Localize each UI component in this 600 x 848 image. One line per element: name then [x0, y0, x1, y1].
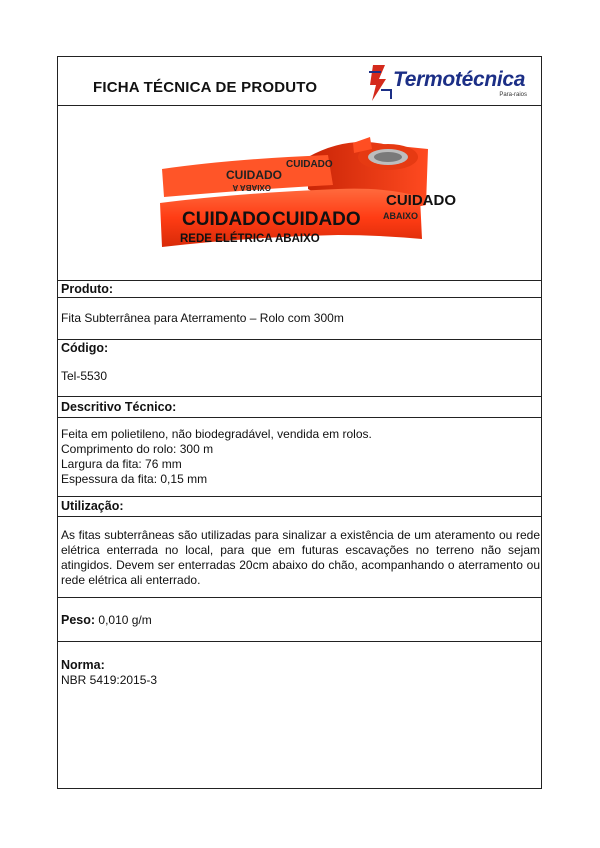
tape-print-cuidado-1: CUIDADO — [182, 209, 271, 230]
tape-print-roll: CUIDADO — [386, 192, 456, 209]
divider — [58, 516, 541, 517]
tape-print-back-2: CUIDADO — [286, 159, 333, 170]
descritivo-label: Descritivo Técnico: — [61, 400, 177, 414]
divider — [58, 496, 541, 497]
produto-label: Produto: — [61, 282, 114, 296]
divider — [58, 396, 541, 397]
lightning-bolt-icon — [367, 63, 393, 103]
product-datasheet — [57, 56, 542, 789]
descritivo-line: Espessura da fita: 0,15 mm — [61, 472, 208, 486]
tape-print-side: ABAIXO — [383, 211, 419, 221]
divider — [58, 297, 541, 298]
peso-label: Peso: — [61, 613, 96, 627]
page-title: FICHA TÉCNICA DE PRODUTO — [93, 79, 318, 96]
tape-print-cuidado-2: CUIDADO — [272, 209, 361, 230]
norma-label: Norma: — [61, 658, 105, 672]
peso-row — [61, 613, 152, 628]
descritivo-line: Largura da fita: 76 mm — [61, 457, 182, 471]
divider — [58, 339, 541, 340]
peso-value: 0,010 g/m — [98, 613, 152, 627]
descritivo-text — [61, 427, 372, 487]
divider — [58, 641, 541, 642]
tape-print-warning: REDE ELÉTRICA ABAIXO — [180, 233, 320, 245]
divider — [58, 417, 541, 418]
codigo-label: Código: — [61, 341, 109, 355]
utilizacao-text: As fitas subterrâneas são utilizadas para sinalizar a existência de um ateramento ou rede elétrica enterrada no local, para que em futuras escavações no terreno não sejam atingidos. Devem ser enterradas 20cm abaixo do chão, acompanhando o aterramento ou rede elétrica ali enterrado. — [61, 528, 540, 587]
divider — [58, 280, 541, 281]
divider — [58, 597, 541, 598]
brand-logo — [367, 63, 537, 103]
header — [58, 57, 541, 106]
descritivo-line: Feita em polietileno, não biodegradável, vendida em rolos. — [61, 427, 372, 441]
codigo-value: Tel-5530 — [61, 369, 108, 383]
tape-print-back: CUIDADO — [226, 168, 282, 182]
brand-tagline: Para-raios — [499, 92, 527, 98]
norma-value: NBR 5419:2015-3 — [61, 673, 158, 687]
brand-name: Termotécnica — [393, 68, 526, 91]
product-photo-tape-roll — [158, 127, 456, 252]
utilizacao-label: Utilização: — [61, 499, 124, 513]
tape-print-back-inverted: OXIABA A — [232, 183, 271, 192]
produto-value: Fita Subterrânea para Aterramento – Rolo com 300m — [61, 311, 344, 325]
descritivo-line: Comprimento do rolo: 300 m — [61, 442, 214, 456]
